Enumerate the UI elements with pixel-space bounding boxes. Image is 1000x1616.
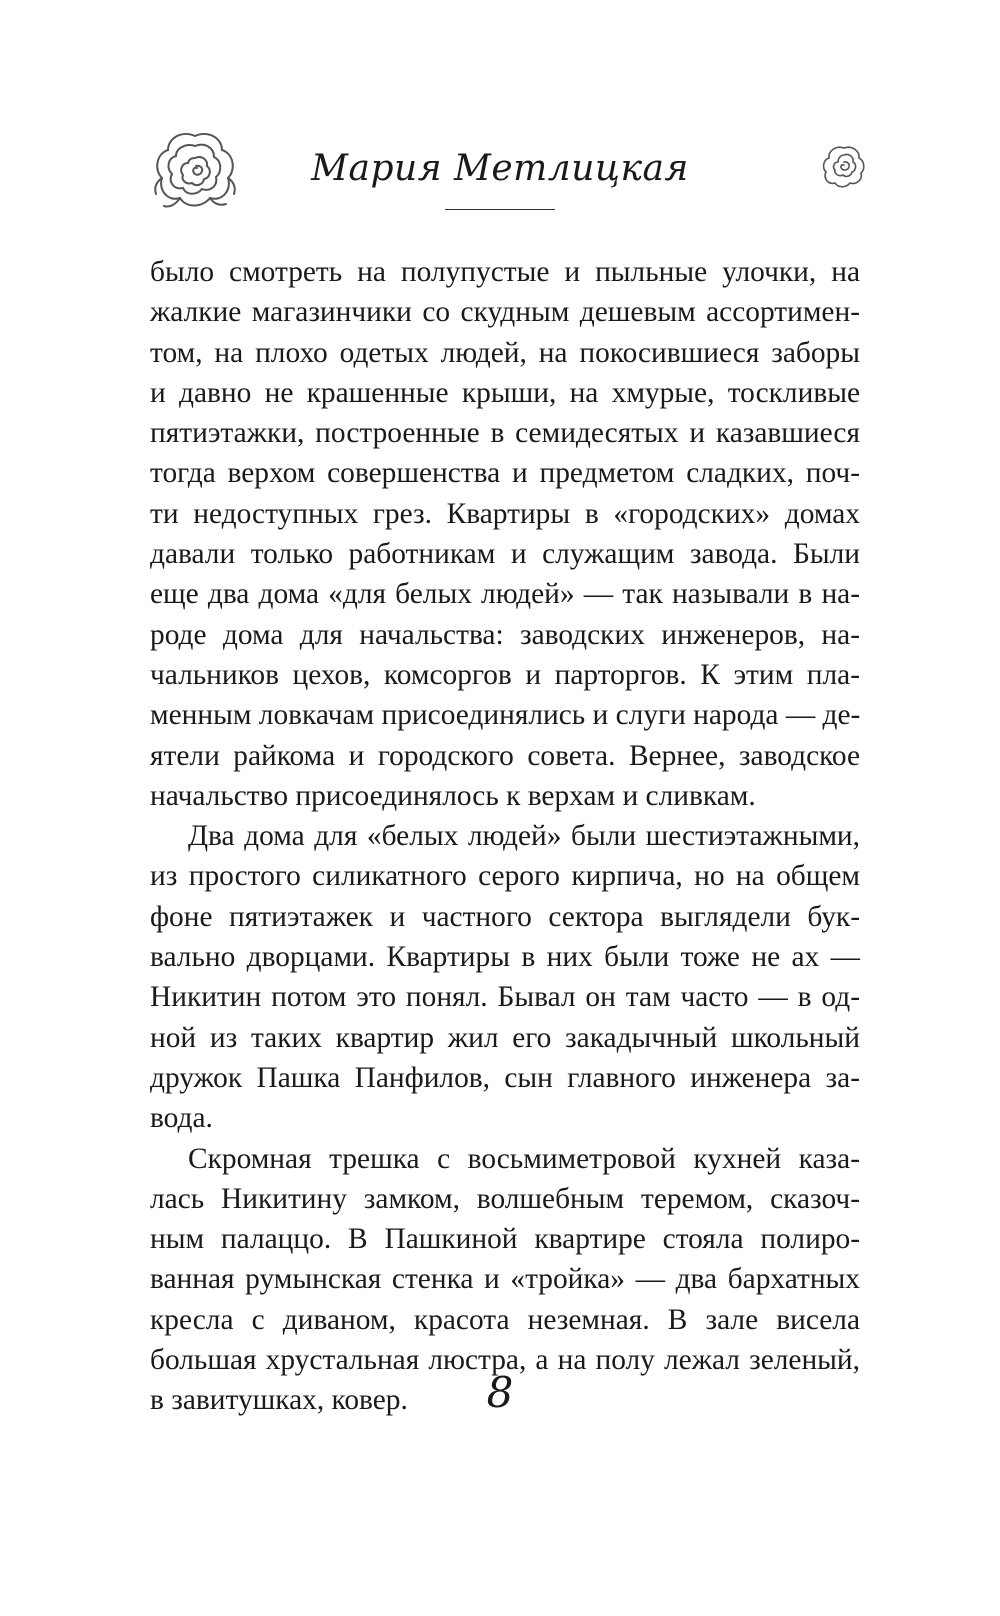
text-line: менным ловкачам присоединялись и слуги народа — де- (150, 699, 861, 732)
body-text (150, 252, 860, 1421)
paragraph (150, 252, 860, 816)
text-line: жалкие магазинчики со скудным дешевым ассортимен- (150, 296, 860, 329)
text-line: ванная румынская стенка и «тройка» — два бархатных (150, 1263, 860, 1296)
text-line: ти недоступных грез. Квартиры в «городских» домах (150, 497, 860, 530)
text-line: кресла с диваном, красота неземная. В зале висела (150, 1303, 860, 1336)
text-line: том, на плохо одетых людей, на покосившиеся заборы (150, 336, 860, 369)
text-line: ятели райкома и городского совета. Вернее, заводское (150, 739, 860, 772)
text-line: ным палаццо. В Пашкиной квартире стояла полиро- (150, 1223, 860, 1256)
text-line: пятиэтажки, построенные в семидесятых и казавшиеся (150, 417, 860, 450)
text-line: вально дворцами. Квартиры в них были тоже не ах — (150, 941, 860, 974)
header-divider (445, 209, 555, 210)
text-line: большая хрустальная люстра, а на полу лежал зеленый, (150, 1344, 860, 1377)
text-line: начальство присоединялось к верхам и сливкам. (150, 779, 756, 812)
text-line: Два дома для «белых людей» были шестиэтажными, (188, 820, 860, 853)
text-line: тогда верхом совершенства и предметом сладких, поч- (150, 457, 860, 490)
rose-icon (820, 142, 868, 190)
text-line: дружок Пашка Панфилов, сын главного инженера за- (150, 1061, 860, 1094)
text-line: в завитушках, ковер. (150, 1384, 408, 1417)
text-line: давали только работникам и служащим завода. Были (150, 538, 860, 571)
running-header (0, 110, 1000, 220)
text-line: из простого силикатного серого кирпича, но на общем (150, 860, 860, 893)
text-line: и давно не крашенные крыши, на хмурые, тоскливые (150, 376, 860, 409)
page-number: 8 (486, 1368, 514, 1417)
text-line: еще два дома «для белых людей» — так называли в на- (150, 578, 860, 611)
text-line: Скромная трешка с восьмиметровой кухней каза- (188, 1142, 860, 1175)
text-line: ной из таких квартир жил его закадычный школьный (150, 1021, 860, 1054)
paragraph (150, 816, 860, 1138)
text-line: лась Никитину замком, волшебным теремом, сказоч- (150, 1182, 860, 1215)
text-line: было смотреть на полупустые и пыльные улочки, на (150, 256, 860, 288)
text-line: вода. (150, 1102, 213, 1135)
author-name: Мария Метлицкая (311, 148, 689, 189)
text-line: чальников цехов, комсоргов и парторгов. К этим пла- (150, 658, 860, 691)
text-line: фоне пятиэтажек и частного сектора выглядели бук- (150, 900, 860, 933)
text-line: роде дома для начальства: заводских инженеров, на- (150, 618, 860, 651)
text-line: Никитин потом это понял. Бывал он там часто — в од- (150, 981, 860, 1014)
